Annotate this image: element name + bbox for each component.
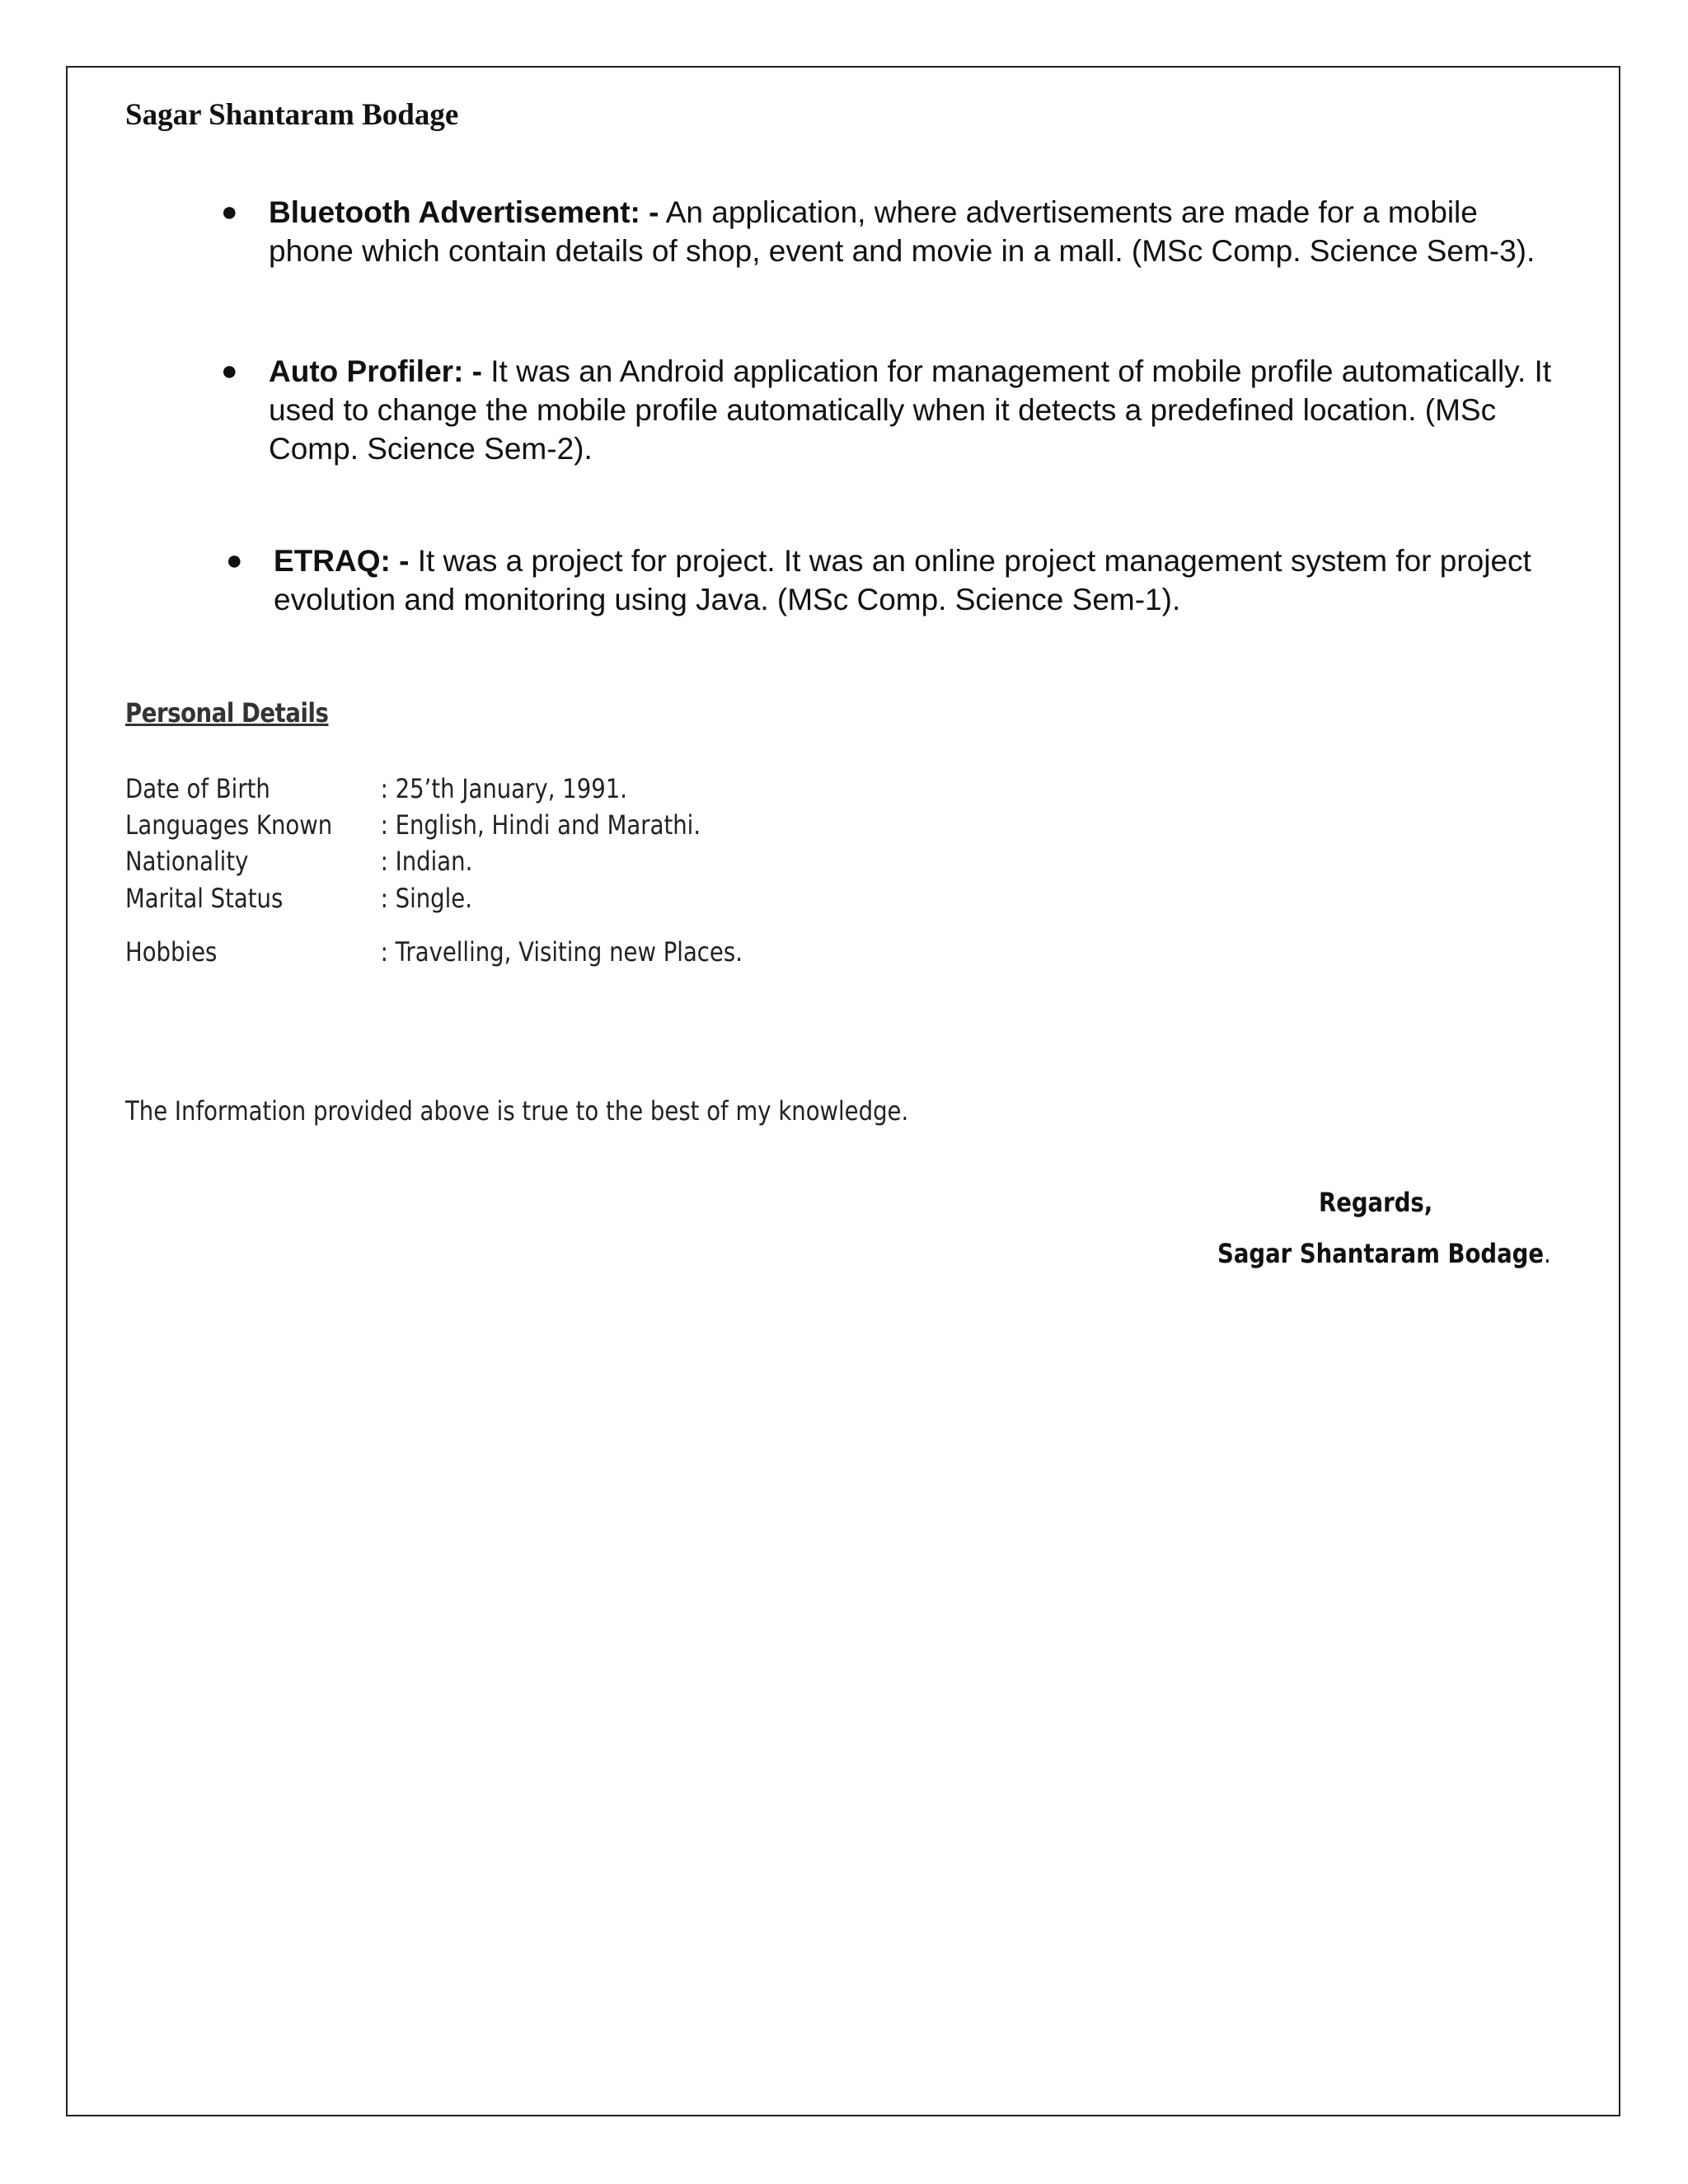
project-description: It was an Android application for management of mobile profile automatically. It used to change the mobile profile automatically when it detects a predefined location. (MSc Comp. Science Sem-2). (269, 354, 1552, 466)
detail-label: Hobbies (125, 936, 218, 968)
detail-label: Marital Status (125, 883, 284, 914)
detail-value: : Single. (380, 883, 472, 914)
declaration-text: The Information provided above is true to the best of my knowledge. (125, 1095, 909, 1127)
detail-value: : English, Hindi and Marathi. (380, 809, 701, 841)
detail-value: : Indian. (380, 846, 473, 877)
detail-value: : Travelling, Visiting new Places. (380, 936, 743, 968)
project-title: ETRAQ: - (274, 544, 410, 578)
detail-label: Nationality (125, 846, 249, 877)
resume-header-name: Sagar Shantaram Bodage (125, 98, 459, 132)
project-item-bluetooth (221, 193, 1554, 270)
project-title: Bluetooth Advertisement: - (269, 195, 659, 229)
detail-value: : 25’th January, 1991. (380, 773, 627, 804)
bullet-icon: ● (221, 355, 238, 387)
detail-label: Languages Known (125, 809, 333, 841)
project-title-separator: : - (453, 354, 482, 388)
personal-details-heading: Personal Details (125, 697, 329, 729)
project-description: It was a project for project. It was an online project management system for project evolution and monitoring using Java. (MSc Comp. Science Sem-1). (274, 544, 1531, 616)
bullet-icon: ● (221, 196, 238, 227)
signature-line (1217, 1238, 1551, 1269)
detail-label: Date of Birth (125, 773, 270, 804)
closing-regards: Regards, (1319, 1187, 1433, 1218)
project-item-auto-profiler (221, 352, 1554, 468)
signature-period: . (1544, 1238, 1551, 1269)
project-title: Auto Profiler (269, 354, 454, 388)
project-description: An application, where advertisements are made for a mobile phone which contain details of shop, event and movie in a mall. (MSc Comp. Science Sem-3). (269, 195, 1536, 268)
bullet-icon: ● (226, 545, 243, 576)
project-item-etraq (226, 541, 1559, 619)
signature-name: Sagar Shantaram Bodage (1217, 1238, 1545, 1269)
